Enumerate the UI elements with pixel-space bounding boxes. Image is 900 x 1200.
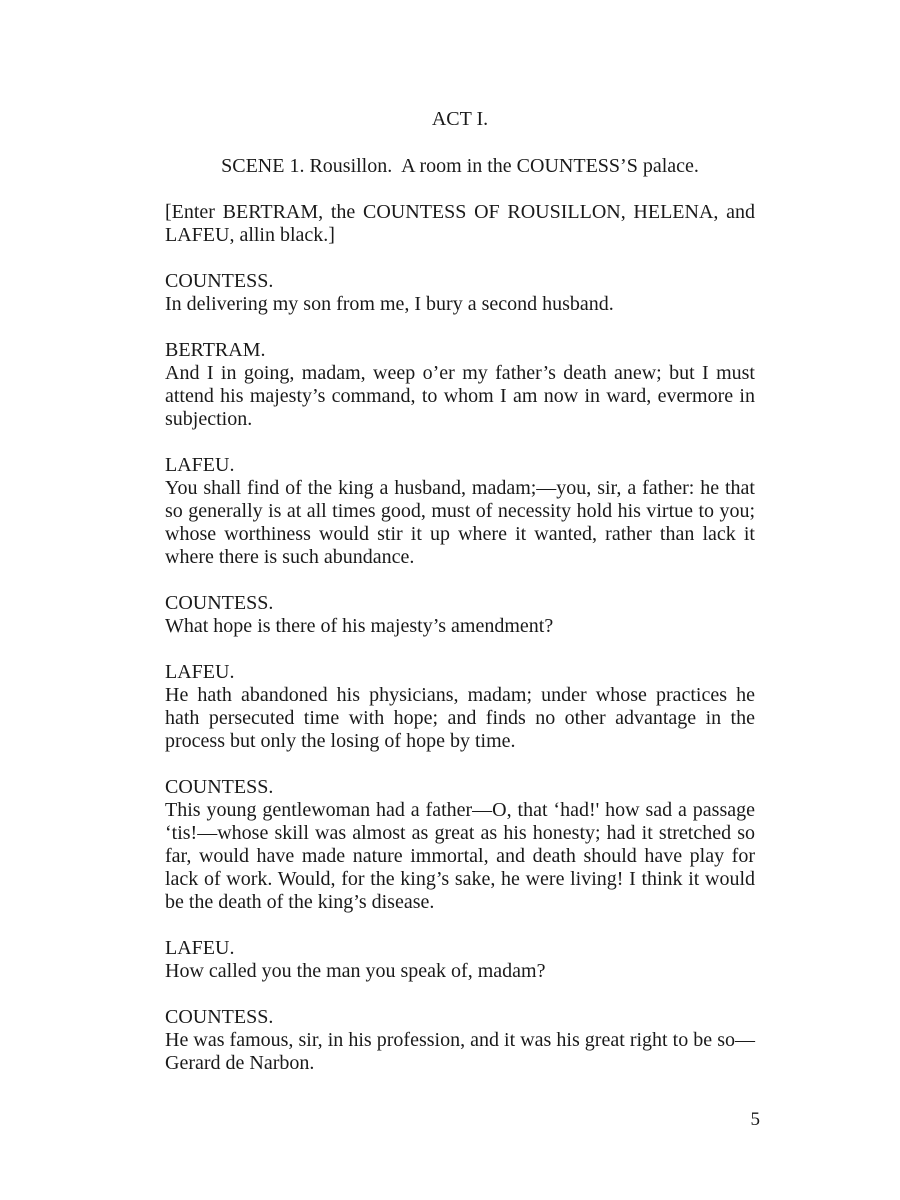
speaker-name: BERTRAM. xyxy=(165,339,266,361)
speech-block xyxy=(165,661,755,753)
speech-block xyxy=(165,937,755,983)
speaker-name: COUNTESS. xyxy=(165,592,274,614)
speech-text: He hath abandoned his physicians, madam; under whose practices he hath persecuted time with hope; and finds no other advantage in the process but only the losing of hope by time. xyxy=(165,684,755,752)
speech-text: He was famous, sir, in his profession, and it was his great right to be so—Gerard de Narbon. xyxy=(165,1029,755,1074)
stage-direction: [Enter BERTRAM, the COUNTESS OF ROUSILLON, HELENA, and LAFEU, allin black.] xyxy=(165,201,755,246)
stage-direction-block xyxy=(165,201,755,247)
scene-title: SCENE 1. Rousillon. A room in the COUNTESS’S palace. xyxy=(221,155,699,177)
speech-block xyxy=(165,454,755,569)
speaker-name: LAFEU. xyxy=(165,937,235,959)
page-number: 5 xyxy=(750,1109,760,1130)
speaker-name: LAFEU. xyxy=(165,454,235,476)
speech-block xyxy=(165,776,755,914)
play-text xyxy=(165,201,755,1098)
speech-text: This young gentlewoman had a father—O, that ‘had!' how sad a passage ‘tis!—whose skill was almost as great as his honesty; had it stretched so far, would have made nature immortal, and death should have play for lack of work. Would, for the king’s sake, he were living! I think it would be the death of the king’s disease. xyxy=(165,799,755,913)
speech-block xyxy=(165,1006,755,1075)
speech-block xyxy=(165,339,755,431)
speech-text: In delivering my son from me, I bury a second husband. xyxy=(165,293,614,315)
speaker-name: LAFEU. xyxy=(165,661,235,683)
speaker-name: COUNTESS. xyxy=(165,270,274,292)
speech-text: How called you the man you speak of, madam? xyxy=(165,960,546,982)
speech-block xyxy=(165,592,755,638)
speaker-name: COUNTESS. xyxy=(165,1006,274,1028)
speaker-name: COUNTESS. xyxy=(165,776,274,798)
speech-text: You shall find of the king a husband, madam;—you, sir, a father: he that so generally is at all times good, must of necessity hold his virtue to you; whose worthiness would stir it up where it wanted, rather than lack it where there is such abundance. xyxy=(165,477,755,568)
speech-block xyxy=(165,270,755,316)
act-title: ACT I. xyxy=(431,108,489,130)
speech-text: What hope is there of his majesty’s amendment? xyxy=(165,615,554,637)
speech-text: And I in going, madam, weep o’er my father’s death anew; but I must attend his majesty’s command, to whom I am now in ward, evermore in subjection. xyxy=(165,362,755,430)
